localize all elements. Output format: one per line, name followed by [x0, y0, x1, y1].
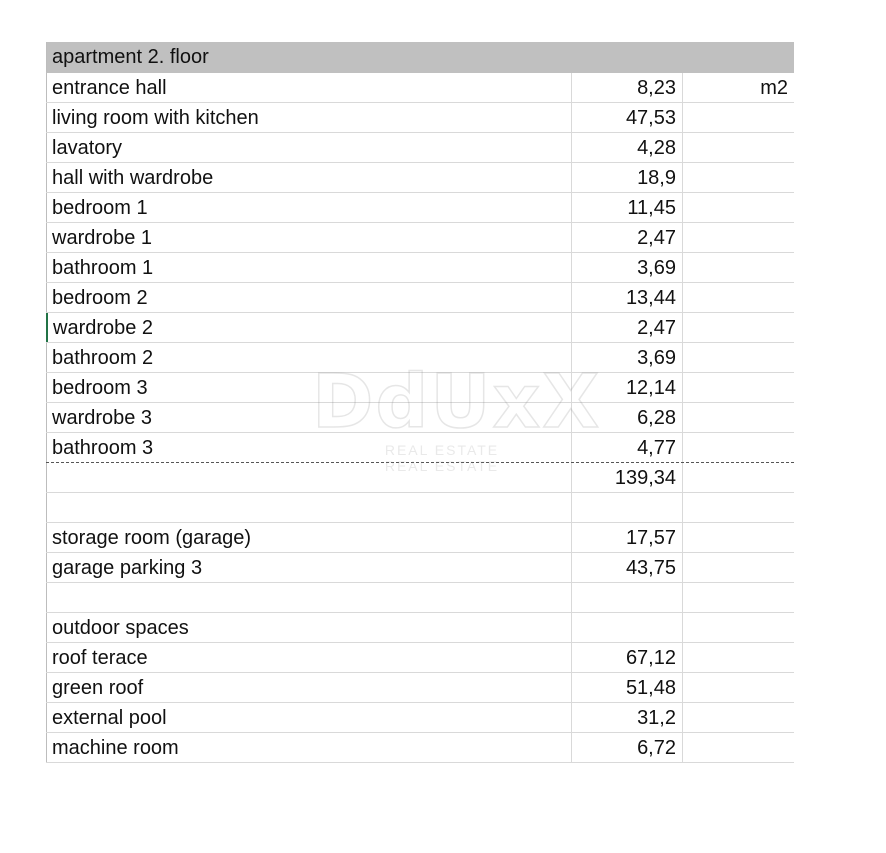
- room-area: 31,2: [572, 703, 683, 732]
- table-row: [46, 553, 794, 583]
- room-area: 3,69: [572, 343, 683, 372]
- spacer-row: [46, 493, 794, 523]
- room-label: wardrobe 2: [46, 313, 572, 342]
- table-header-row: [46, 42, 794, 73]
- empty-cell: [46, 583, 572, 612]
- empty-cell: [683, 403, 794, 432]
- spacer-row: [46, 583, 794, 613]
- table-header-empty-cell: [683, 42, 794, 72]
- room-area: 8,23: [572, 73, 683, 102]
- room-area: 51,48: [572, 673, 683, 702]
- table-header-empty-cell: [572, 42, 683, 72]
- table-row: [46, 223, 794, 253]
- room-label: external pool: [46, 703, 572, 732]
- room-label: bedroom 1: [46, 193, 572, 222]
- empty-cell: [683, 643, 794, 672]
- empty-cell: [683, 463, 794, 492]
- empty-cell: [683, 553, 794, 582]
- room-area: 13,44: [572, 283, 683, 312]
- room-area: 47,53: [572, 103, 683, 132]
- room-area: 2,47: [572, 223, 683, 252]
- total-row: [46, 463, 794, 493]
- room-area: 3,69: [572, 253, 683, 282]
- table-header-title: apartment 2. floor: [46, 42, 572, 72]
- table-row: [46, 433, 794, 463]
- empty-cell: [683, 703, 794, 732]
- room-area: 2,47: [572, 313, 683, 342]
- watermark-line1: REAL ESTATE: [384, 442, 500, 458]
- unit-label: m2: [760, 77, 788, 99]
- watermark-logo: DdUxX: [312, 359, 602, 445]
- table-row: [46, 643, 794, 673]
- table-row: [46, 403, 794, 433]
- room-area: 67,12: [572, 643, 683, 672]
- area-table: [46, 42, 794, 763]
- table-row: [46, 373, 794, 403]
- empty-cell: [572, 493, 683, 522]
- table-row: [46, 133, 794, 163]
- empty-cell: [572, 613, 683, 642]
- empty-cell: [683, 103, 794, 132]
- room-area: 11,45: [572, 193, 683, 222]
- table-row: [46, 253, 794, 283]
- table-row: [46, 733, 794, 763]
- room-area: 6,28: [572, 403, 683, 432]
- total-area: 139,34: [572, 463, 683, 492]
- room-label: garage parking 3: [46, 553, 572, 582]
- room-label: wardrobe 1: [46, 223, 572, 252]
- room-label: living room with kitchen: [46, 103, 572, 132]
- empty-cell: [572, 583, 683, 612]
- empty-cell: [46, 463, 572, 492]
- empty-cell: [683, 133, 794, 162]
- table-row: [46, 283, 794, 313]
- table-row: [46, 343, 794, 373]
- empty-cell: [683, 583, 794, 612]
- outdoor-section-title: outdoor spaces: [46, 613, 572, 642]
- empty-cell: [683, 313, 794, 342]
- table-row: [46, 103, 794, 133]
- room-label: lavatory: [46, 133, 572, 162]
- room-label: bathroom 3: [46, 433, 572, 462]
- room-label: entrance hall: [46, 73, 572, 102]
- section-header-row: [46, 613, 794, 643]
- room-label: wardrobe 3: [46, 403, 572, 432]
- empty-cell: [683, 343, 794, 372]
- empty-cell: [683, 493, 794, 522]
- table-row: [46, 73, 794, 103]
- room-label: bathroom 2: [46, 343, 572, 372]
- table-row: [46, 523, 794, 553]
- table-row: [46, 163, 794, 193]
- room-label: bedroom 2: [46, 283, 572, 312]
- empty-cell: [683, 223, 794, 252]
- room-area: 18,9: [572, 163, 683, 192]
- empty-cell: [46, 493, 572, 522]
- empty-cell: [683, 193, 794, 222]
- room-area: 43,75: [572, 553, 683, 582]
- empty-cell: [683, 733, 794, 762]
- table-row: [46, 313, 794, 343]
- room-area: 6,72: [572, 733, 683, 762]
- room-label: bathroom 1: [46, 253, 572, 282]
- empty-cell: [683, 283, 794, 312]
- empty-cell: [683, 673, 794, 702]
- empty-cell: [683, 613, 794, 642]
- empty-cell: [683, 253, 794, 282]
- empty-cell: [683, 373, 794, 402]
- room-label: storage room (garage): [46, 523, 572, 552]
- room-label: machine room: [46, 733, 572, 762]
- room-area: 4,77: [572, 433, 683, 462]
- empty-cell: [683, 163, 794, 192]
- room-label: hall with wardrobe: [46, 163, 572, 192]
- room-area: 12,14: [572, 373, 683, 402]
- table-row: [46, 703, 794, 733]
- room-label: green roof: [46, 673, 572, 702]
- room-label: roof terace: [46, 643, 572, 672]
- empty-cell: [683, 433, 794, 462]
- room-area: 4,28: [572, 133, 683, 162]
- table-row: [46, 673, 794, 703]
- watermark-line2: REAL ESTATE: [384, 458, 500, 474]
- empty-cell: [683, 523, 794, 552]
- room-area: 17,57: [572, 523, 683, 552]
- table-row: [46, 193, 794, 223]
- room-label: bedroom 3: [46, 373, 572, 402]
